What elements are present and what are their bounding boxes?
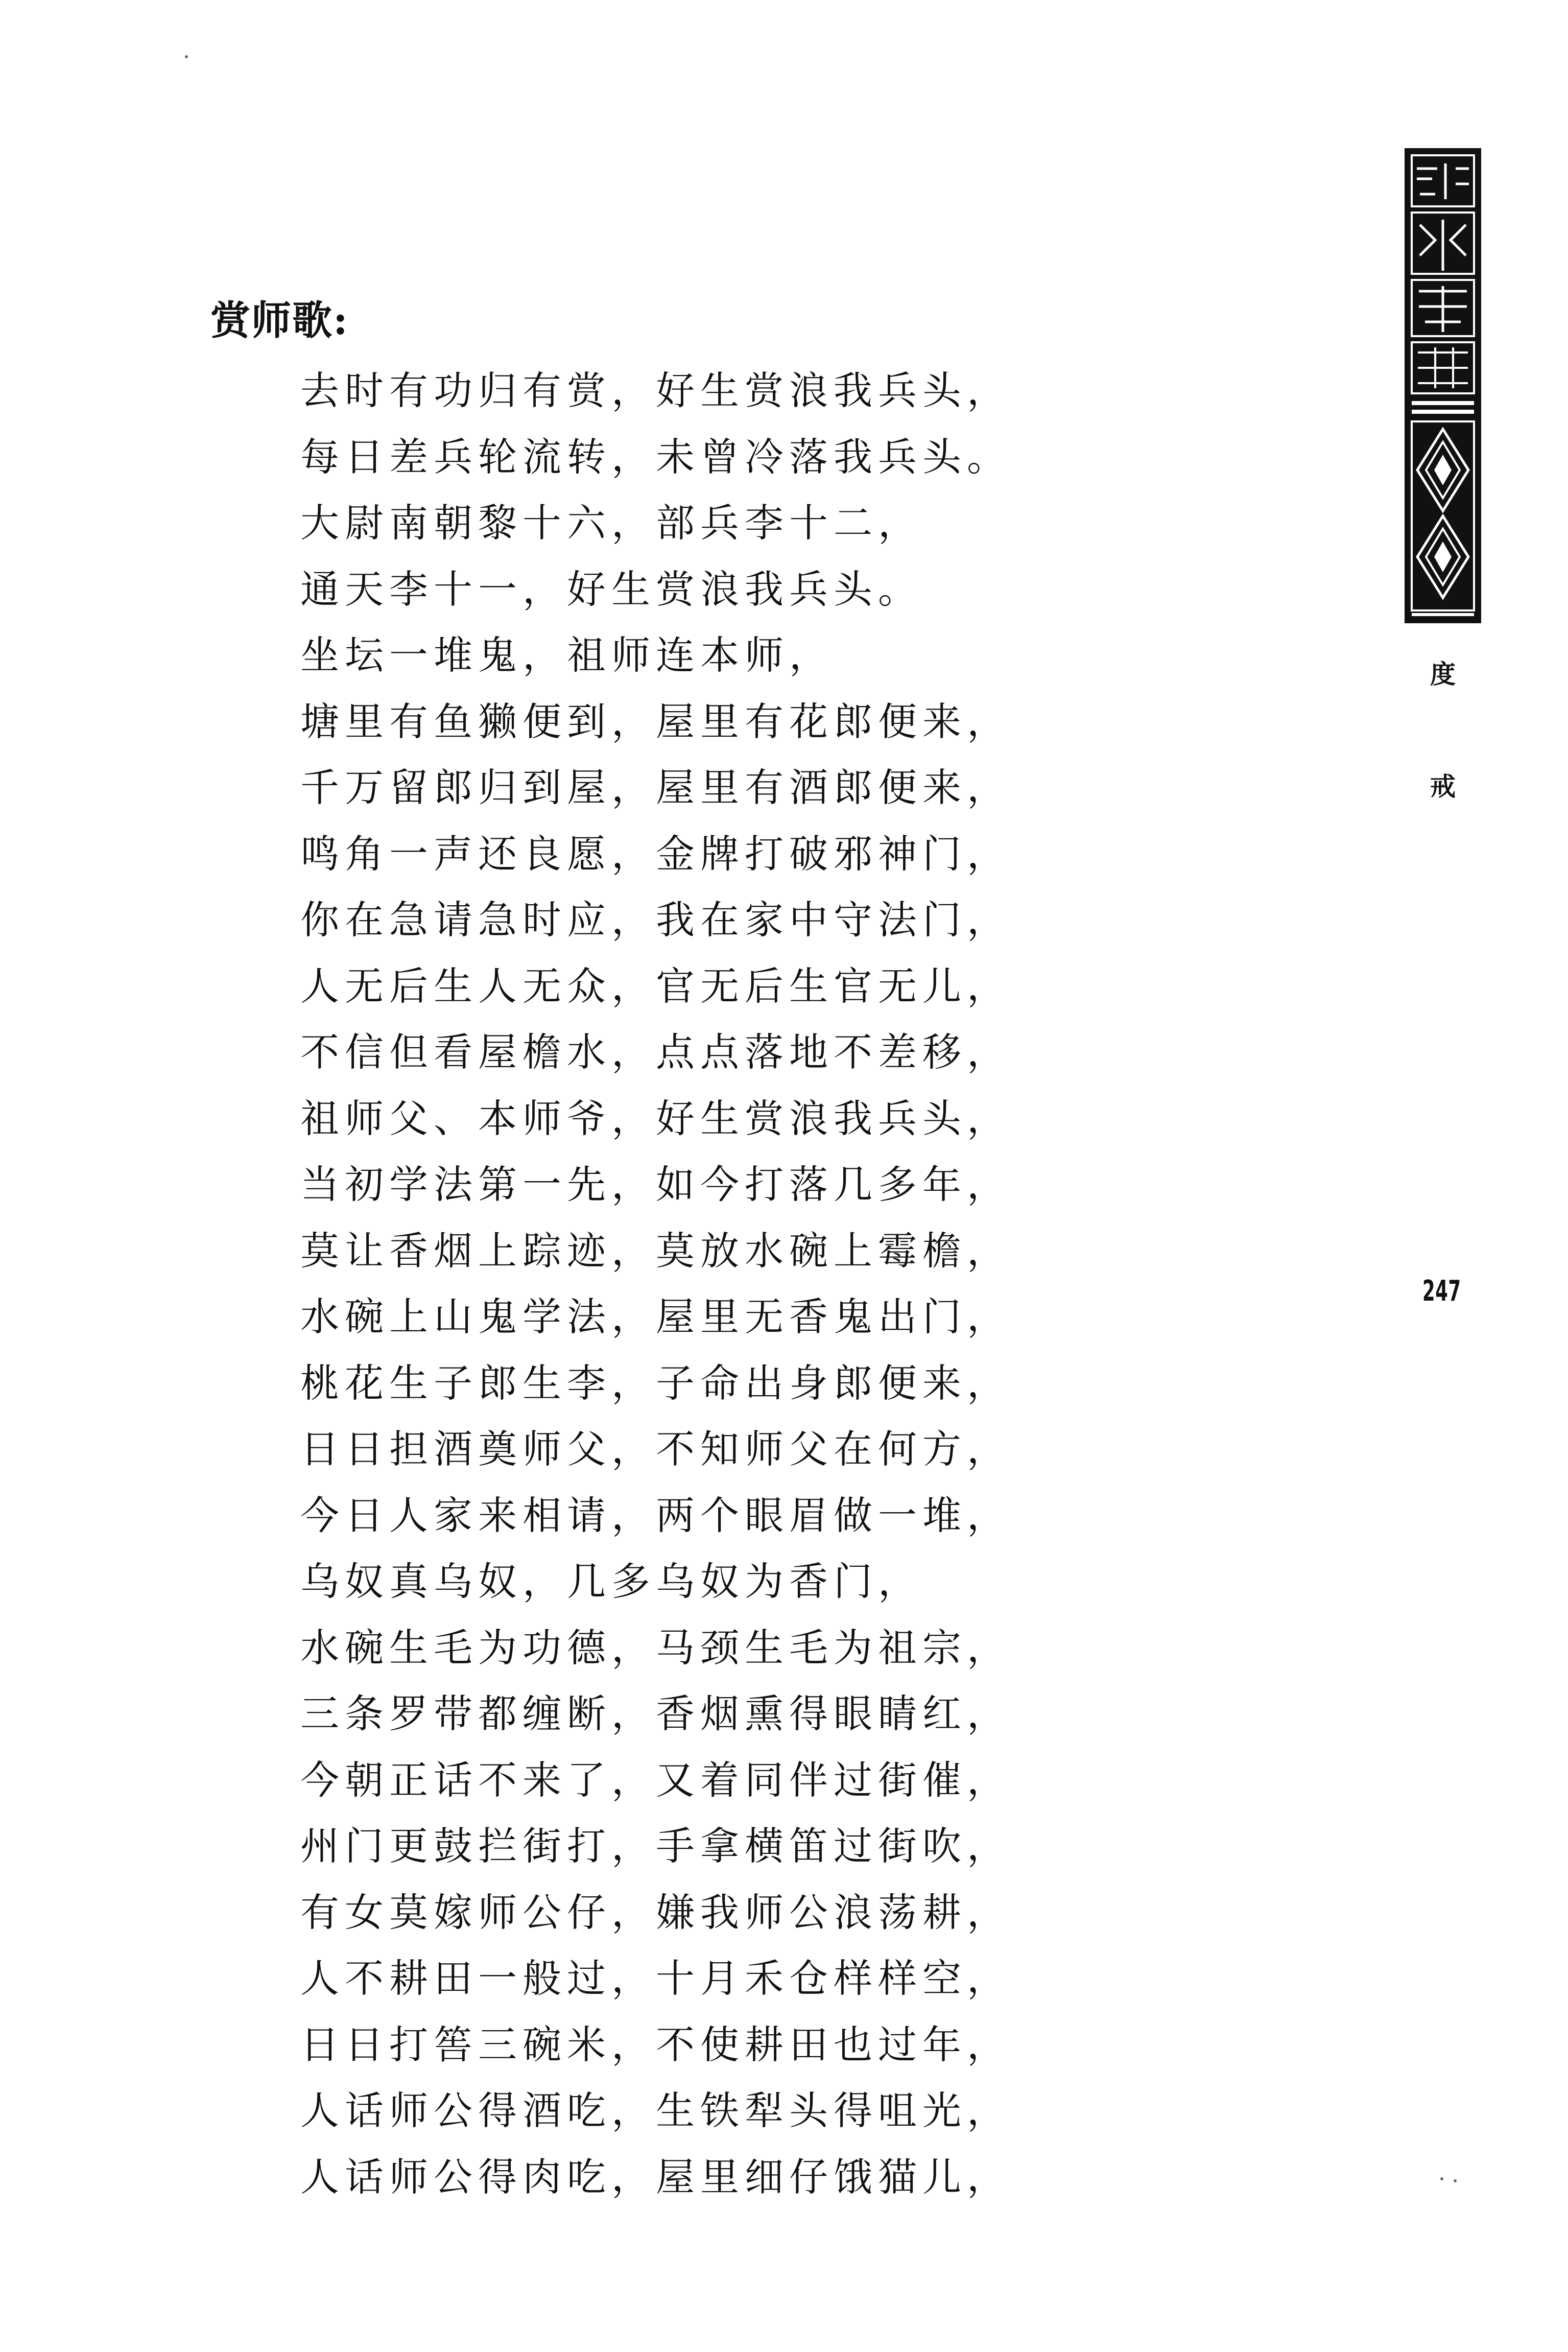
verse-line: 鸣角一声还良愿，金牌打破邪神门，	[300, 831, 1011, 877]
verse-line: 州门更鼓拦街打，手拿横笛过街吹，	[300, 1823, 1011, 1869]
verse-line: 人不耕田一般过，十月禾仓样样空，	[300, 1956, 1011, 2001]
margin-label-bottom: 戒	[1430, 771, 1456, 802]
verse-line: 人无后生人无众，官无后生官无儿，	[300, 963, 1011, 1009]
verse-line: 你在急请急时应，我在家中守法门，	[300, 897, 1011, 943]
verse-line: 人话师公得肉吃，屋里细仔饿猫儿，	[300, 2154, 1011, 2200]
verse-line: 桃花生子郎生李，子命出身郎便来，	[300, 1360, 1011, 1406]
verse-line: 日日担酒奠师父，不知师父在何方，	[300, 1426, 1011, 1472]
scan-speck	[1454, 2179, 1457, 2182]
verse-line: 不信但看屋檐水，点点落地不差移，	[300, 1029, 1011, 1075]
verse-line: 塘里有鱼獭便到，屋里有花郎便来，	[300, 698, 1011, 744]
verse-line: 今朝正话不来了，又着同伴过街催，	[300, 1757, 1011, 1803]
verse-line: 今日人家来相请，两个眼眉做一堆，	[300, 1492, 1011, 1538]
verse-line: 乌奴真乌奴，几多乌奴为香门，	[300, 1559, 922, 1604]
verse-line: 当初学法第一先，如今打落几多年，	[300, 1162, 1011, 1207]
verse-line: 大尉南朝黎十六，部兵李十二，	[300, 500, 922, 546]
verse-line: 每日差兵轮流转，未曾冷落我兵头。	[300, 434, 1011, 480]
scan-speck	[185, 55, 188, 58]
page-number: 247	[1422, 1275, 1461, 1308]
verse-line: 坐坛一堆鬼，祖师连本师，	[300, 632, 834, 678]
verse-line: 有女莫嫁师公仔，嫌我师公浪荡耕，	[300, 1889, 1011, 1935]
verse-line: 莫让香烟上踪迹，莫放水碗上霉檐，	[300, 1228, 1011, 1274]
section-title: 赏师歌:	[210, 297, 349, 344]
margin-ornament-icon	[1405, 148, 1481, 623]
verse-line: 水碗生毛为功德，马颈生毛为祖宗，	[300, 1625, 1011, 1671]
verse-line: 千万留郎归到屋，屋里有酒郎便来，	[300, 765, 1011, 810]
verse-body	[300, 358, 1011, 2210]
verse-line: 祖师父、本师爷，好生赏浪我兵头，	[300, 1095, 1011, 1141]
verse-line: 人话师公得酒吃，生铁犁头得咀光，	[300, 2088, 1011, 2133]
margin-label-top: 度	[1430, 659, 1456, 689]
verse-line: 通天李十一，好生赏浪我兵头。	[300, 566, 922, 612]
scan-speck	[1440, 2177, 1443, 2180]
verse-line: 去时有功归有赏，好生赏浪我兵头，	[300, 368, 1011, 413]
verse-line: 水碗上山鬼学法，屋里无香鬼出门，	[300, 1294, 1011, 1339]
verse-line: 三条罗带都缠断，香烟熏得眼睛红，	[300, 1691, 1011, 1736]
verse-line: 日日打筶三碗米，不使耕田也过年，	[300, 2021, 1011, 2067]
